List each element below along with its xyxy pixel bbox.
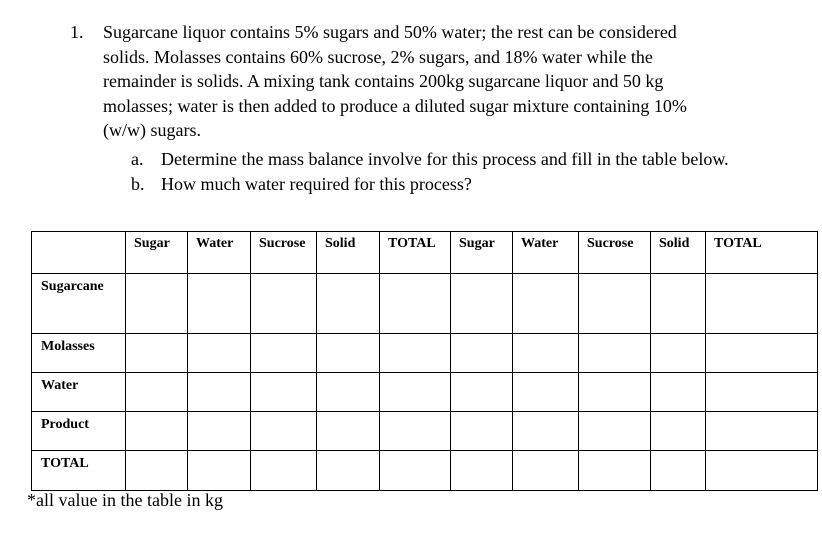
table-cell[interactable] xyxy=(513,373,579,412)
table-cell[interactable] xyxy=(188,412,251,451)
table-cell[interactable] xyxy=(126,274,188,334)
table-header-row xyxy=(32,232,818,274)
table-cell[interactable] xyxy=(251,334,317,373)
table-cell[interactable] xyxy=(317,373,380,412)
table-cell[interactable] xyxy=(126,334,188,373)
table-cell[interactable] xyxy=(451,334,513,373)
table-cell[interactable] xyxy=(706,334,818,373)
row-header: Sugarcane xyxy=(32,274,126,334)
table-cell[interactable] xyxy=(451,451,513,491)
table-cell[interactable] xyxy=(251,274,317,334)
column-header: Sucrose xyxy=(251,232,317,274)
question-line: Sugarcane liquor contains 5% sugars and 50% water; the rest can be considered xyxy=(103,22,677,42)
table-cell[interactable] xyxy=(380,373,451,412)
question-text xyxy=(103,20,805,143)
table-cell[interactable] xyxy=(451,412,513,451)
table-cell[interactable] xyxy=(706,274,818,334)
table-cell[interactable] xyxy=(651,373,706,412)
table-cell[interactable] xyxy=(706,451,818,491)
table-cell[interactable] xyxy=(251,373,317,412)
table-cell[interactable] xyxy=(513,334,579,373)
table-cell[interactable] xyxy=(126,451,188,491)
table-cell[interactable] xyxy=(317,334,380,373)
column-header: Sugar xyxy=(451,232,513,274)
subquestion-text: Determine the mass balance involve for this process and fill in the table below. xyxy=(161,149,729,169)
table-cell[interactable] xyxy=(579,334,651,373)
row-header: Product xyxy=(32,412,126,451)
table-cell[interactable] xyxy=(579,451,651,491)
table-cell[interactable] xyxy=(706,373,818,412)
table-cell[interactable] xyxy=(126,412,188,451)
table-cell[interactable] xyxy=(579,373,651,412)
subquestion-label: a. xyxy=(131,149,144,169)
table-cell[interactable] xyxy=(651,334,706,373)
column-header: Solid xyxy=(651,232,706,274)
table-cell[interactable] xyxy=(188,451,251,491)
table-cell[interactable] xyxy=(651,451,706,491)
table-cell[interactable] xyxy=(251,412,317,451)
question-line: remainder is solids. A mixing tank contains 200kg sugarcane liquor and 50 kg xyxy=(103,71,664,92)
table-corner-cell xyxy=(32,232,126,274)
table-cell[interactable] xyxy=(579,274,651,334)
table-cell[interactable] xyxy=(126,373,188,412)
column-header: TOTAL xyxy=(706,232,818,274)
table-row xyxy=(32,373,818,412)
table-row xyxy=(32,274,818,334)
table-row xyxy=(32,451,818,491)
column-header: Sucrose xyxy=(579,232,651,274)
table-cell[interactable] xyxy=(317,451,380,491)
table-row xyxy=(32,334,818,373)
question-line: solids. Molasses contains 60% sucrose, 2% sugars, and 18% water while the xyxy=(103,46,653,67)
column-header: Water xyxy=(513,232,579,274)
table-cell[interactable] xyxy=(380,412,451,451)
table-cell[interactable] xyxy=(651,412,706,451)
table-cell[interactable] xyxy=(513,412,579,451)
table-cell[interactable] xyxy=(251,451,317,491)
table-cell[interactable] xyxy=(317,412,380,451)
question-line: molasses; water is then added to produce a diluted sugar mixture containing 10% xyxy=(103,95,687,116)
table-cell[interactable] xyxy=(451,373,513,412)
table-cell[interactable] xyxy=(317,274,380,334)
row-header: TOTAL xyxy=(32,451,126,491)
column-header: Water xyxy=(188,232,251,274)
table-cell[interactable] xyxy=(706,412,818,451)
subquestion-label: b. xyxy=(131,174,145,194)
question-number: 1. xyxy=(70,22,84,42)
table-footnote: *all value in the table in kg xyxy=(27,490,223,510)
table-cell[interactable] xyxy=(513,274,579,334)
table-cell[interactable] xyxy=(380,451,451,491)
table-cell[interactable] xyxy=(380,334,451,373)
table-cell[interactable] xyxy=(579,412,651,451)
table-cell[interactable] xyxy=(380,274,451,334)
table-cell[interactable] xyxy=(188,373,251,412)
question-line: (w/w) sugars. xyxy=(103,120,201,141)
subquestion-text: How much water required for this process? xyxy=(161,174,472,194)
row-header: Molasses xyxy=(32,334,126,373)
column-header: Sugar xyxy=(126,232,188,274)
column-header: Solid xyxy=(317,232,380,274)
row-header: Water xyxy=(32,373,126,412)
column-header: TOTAL xyxy=(380,232,451,274)
table-cell[interactable] xyxy=(188,274,251,334)
table-cell[interactable] xyxy=(451,274,513,334)
mass-balance-table xyxy=(31,231,818,491)
table-row xyxy=(32,412,818,451)
table-cell[interactable] xyxy=(513,451,579,491)
table-cell[interactable] xyxy=(188,334,251,373)
table-cell[interactable] xyxy=(651,274,706,334)
